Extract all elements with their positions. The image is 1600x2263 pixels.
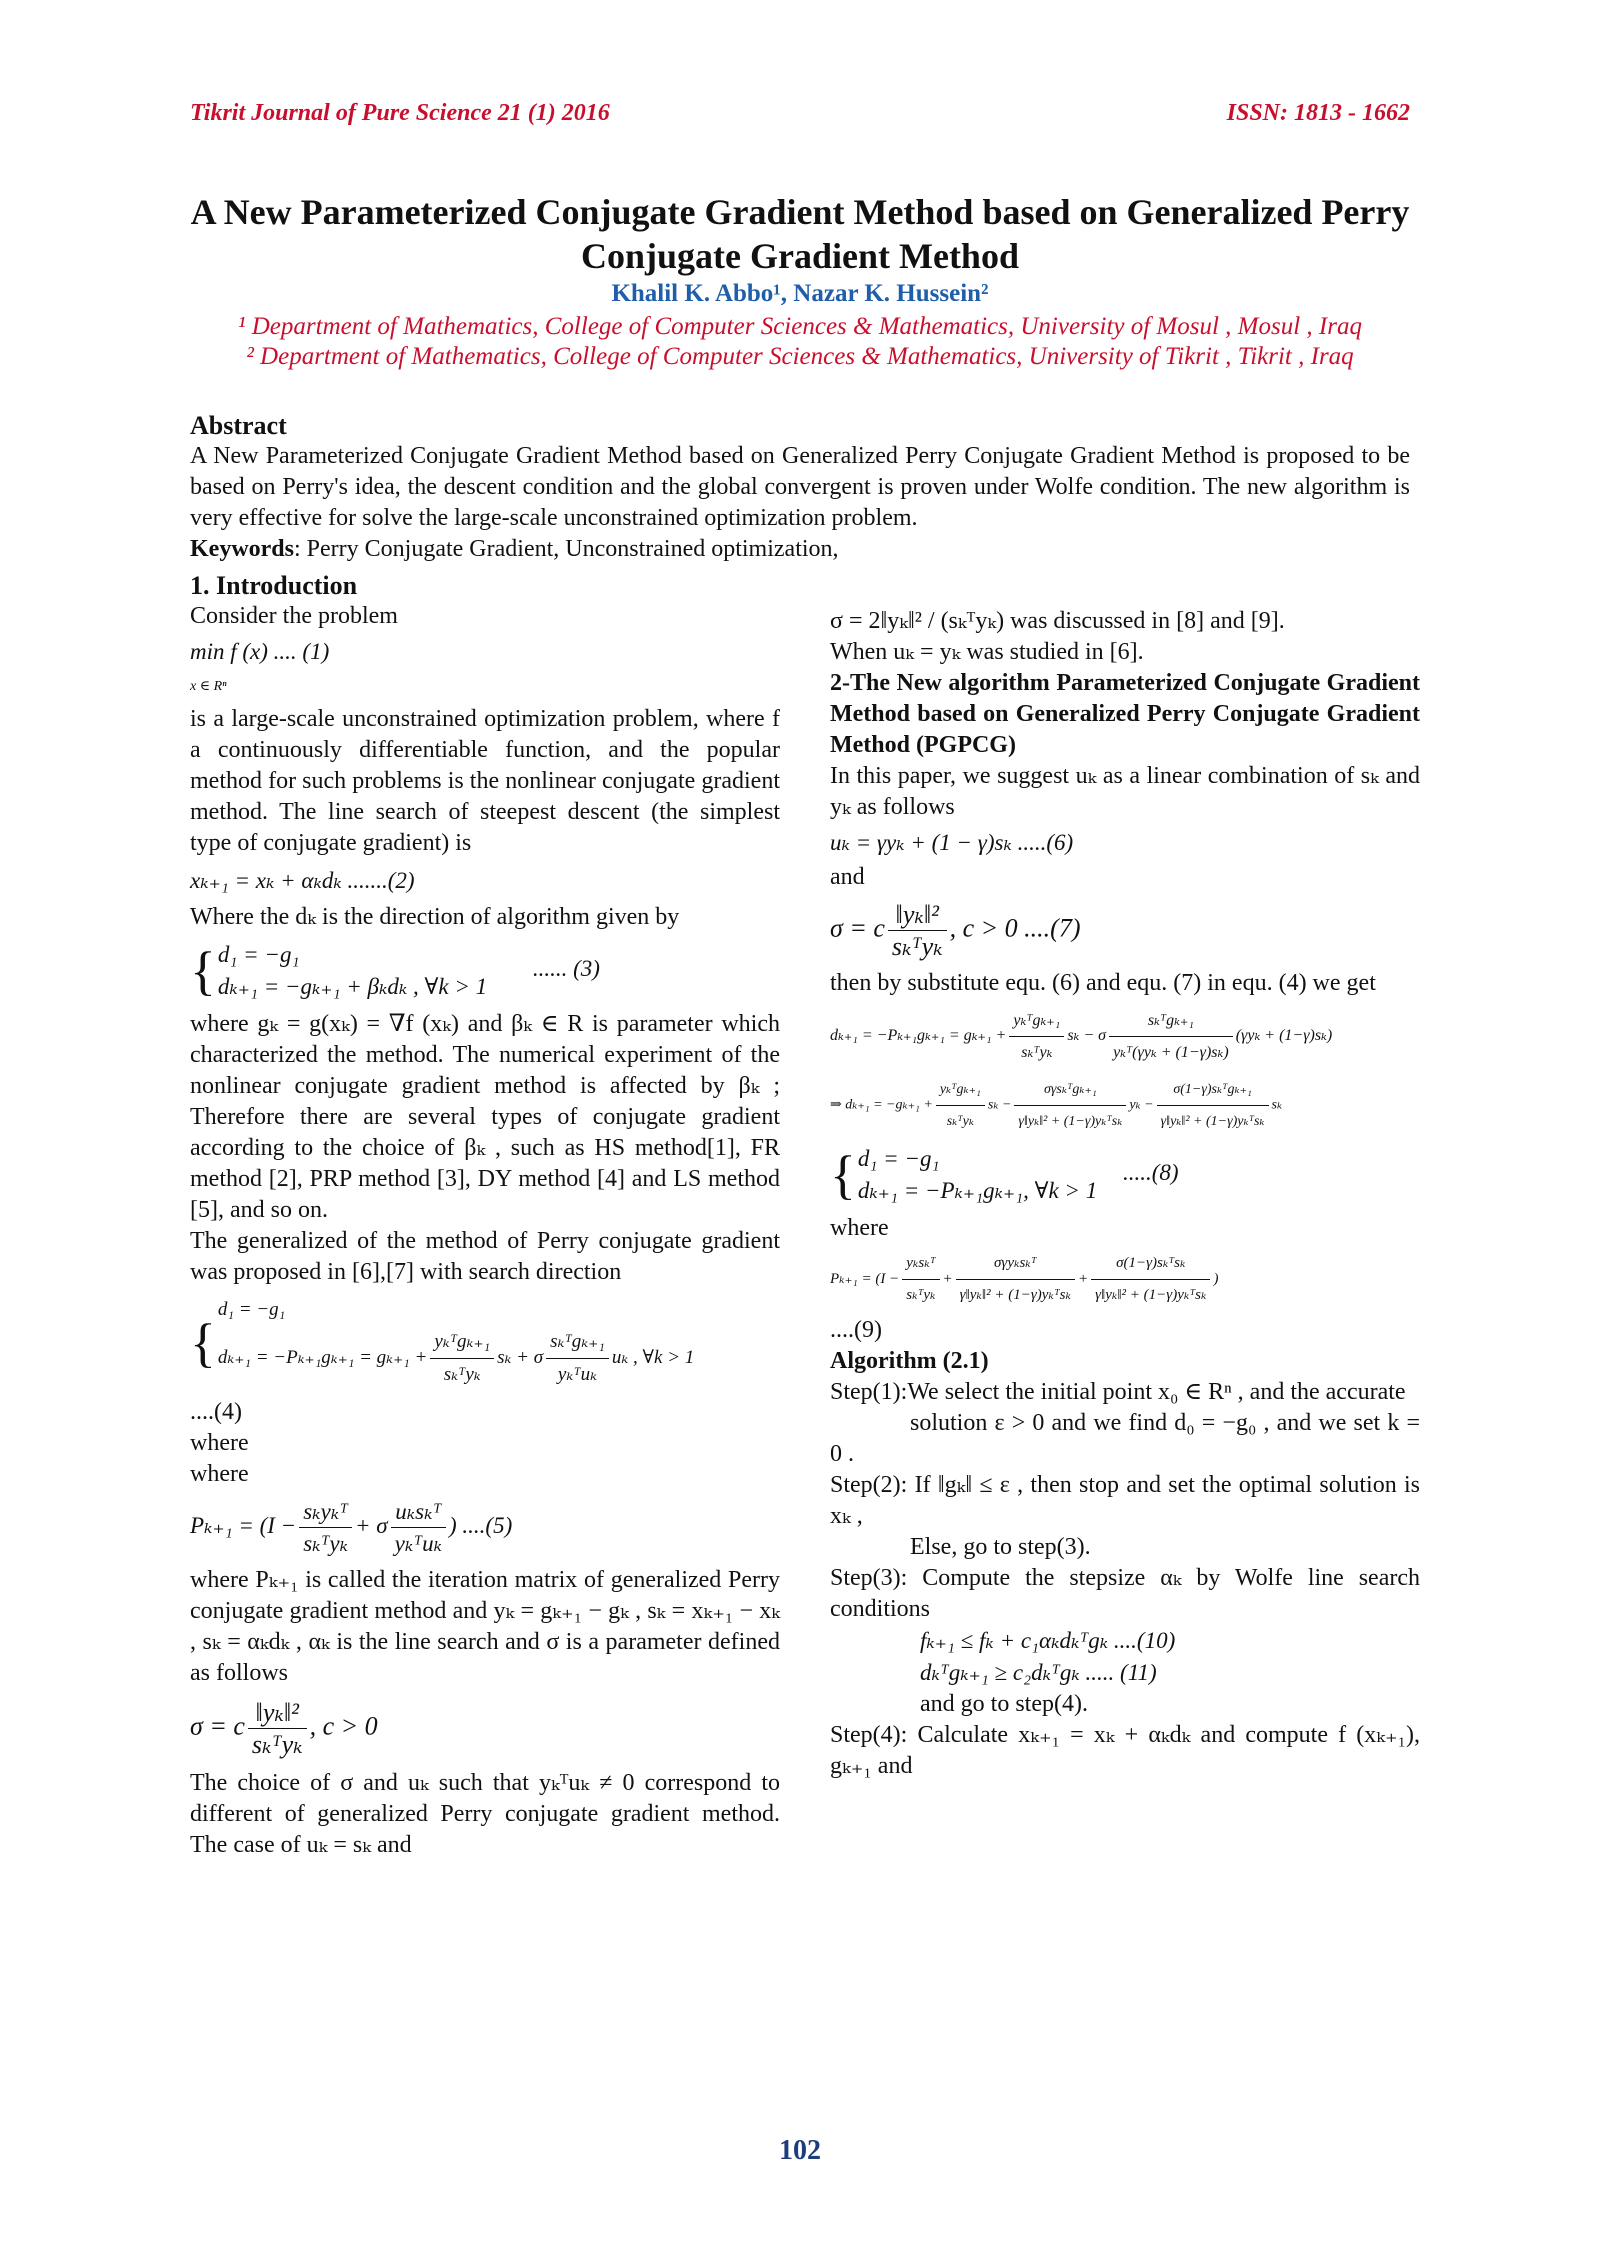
equation-4-suffix: uₖ , ∀k > 1 [611, 1346, 695, 1368]
paper-title: A New Parameterized Conjugate Gradient Method based on Generalized Perry Conjugate Gradient Method [190, 192, 1410, 276]
equation-4-prefix: dₖ₊₁ = −Pₖ₊₁gₖ₊₁ = gₖ₊₁ + [217, 1346, 428, 1368]
equation-3-line-1: d₁ = −g₁ [217, 942, 300, 967]
intro-paragraph-1: is a large-scale unconstrained optimization problem, where f a continuously differentiable function, and the popular method for such problems is the nonlinear conjugate gradient method. The line search of steepest descent (the simplest type of conjugate gradient) is [190, 706, 780, 856]
equation-d-fraction-2 [1109, 1005, 1233, 1068]
equation-9-middle-2: + [1077, 1270, 1089, 1287]
keywords-line [190, 534, 1410, 565]
equation-4-fraction-1-num: yₖᵀgₖ₊₁ [430, 1326, 494, 1359]
equation-ds-fraction-1-den: sₖᵀyₖ [946, 1114, 974, 1129]
equation-ds-fraction-1-num: yₖᵀgₖ₊₁ [936, 1074, 985, 1106]
equation-4 [190, 1294, 780, 1391]
right-paragraph-2: When uₖ = yₖ was studied in [6]. [830, 639, 1144, 665]
equation-4-brace: { [190, 1312, 216, 1373]
equation-9-fraction-2-den: γ‖yₖ‖² + (1−γ)yₖᵀsₖ [959, 1287, 1071, 1303]
equation-2: xₖ₊₁ = xₖ + αₖdₖ .......(2) [190, 868, 415, 893]
equation-d-simplified [830, 1074, 1420, 1137]
equation-3-number: ...... (3) [532, 956, 600, 982]
equation-4-fraction-1 [430, 1326, 494, 1391]
equation-d-fraction-2-den: yₖᵀ(γyₖ + (1−γ)sₖ) [1113, 1044, 1229, 1061]
equation-7-prefix: σ = c [830, 913, 885, 943]
equation-ds-middle-1: sₖ − [987, 1097, 1012, 1113]
equation-8 [830, 1143, 1420, 1207]
equation-4-number: ....(4) [190, 1399, 242, 1425]
equation-9-fraction-1-den: sₖᵀyₖ [906, 1287, 936, 1303]
equation-ds-prefix: ⇒ dₖ₊₁ = −gₖ₊₁ + [830, 1097, 933, 1113]
equation-4-middle: sₖ + σ [497, 1346, 544, 1368]
where-label-2: where [190, 1461, 249, 1487]
right-paragraph-4: then by substitute equ. (6) and equ. (7) in equ. (4) we get [830, 970, 1376, 996]
intro-paragraph-2: Where the dₖ is the direction of algorithm given by [190, 904, 680, 930]
equation-9-fraction-3 [1091, 1248, 1210, 1311]
left-column [190, 570, 780, 1861]
equation-5 [190, 1496, 780, 1559]
right-paragraph-3: In this paper, we suggest uₖ as a linear combination of sₖ and yₖ as follows [830, 763, 1420, 820]
equation-ds-fraction-3-num: σ(1−γ)sₖᵀgₖ₊₁ [1157, 1074, 1269, 1106]
page-number: 102 [779, 2135, 821, 2166]
equation-9-fraction-3-den: γ‖yₖ‖² + (1−γ)yₖᵀsₖ [1095, 1287, 1207, 1303]
equation-5-fraction-1-den: sₖᵀyₖ [303, 1531, 349, 1556]
equation-ds-middle-2: yₖ − [1129, 1097, 1154, 1113]
step-1: Step(1):We select the initial point x₀ ∈ Rⁿ , and the accurate [830, 1379, 1406, 1405]
equation-d-fraction-1 [1009, 1005, 1064, 1068]
equation-d-fraction-2-num: sₖᵀgₖ₊₁ [1109, 1005, 1233, 1037]
where-label-1: where [190, 1430, 249, 1456]
equation-9-fraction-1-num: yₖsₖᵀ [902, 1248, 939, 1280]
algorithm-heading: Algorithm (2.1) [830, 1348, 989, 1374]
equation-6: uₖ = γyₖ + (1 − γ)sₖ .....(6) [830, 830, 1074, 855]
equation-5-middle: + σ [355, 1512, 388, 1538]
abstract-heading: Abstract [190, 411, 287, 440]
intro-paragraph-4: The generalized of the method of Perry conjugate gradient was proposed in [6],[7] with search direction [190, 1228, 780, 1285]
equation-sigma [190, 1697, 780, 1760]
equation-d-fraction-1-num: yₖᵀgₖ₊₁ [1009, 1005, 1064, 1037]
equation-4-fraction-2 [546, 1326, 609, 1391]
equation-d-prefix: dₖ₊₁ = −Pₖ₊₁gₖ₊₁ = gₖ₊₁ + [830, 1027, 1007, 1045]
equation-1-subscript: x ∈ Rⁿ [190, 679, 227, 694]
equation-3-brace: { [190, 941, 216, 1001]
equation-9-number: ....(9) [830, 1317, 882, 1343]
where-label-3: where [830, 1215, 889, 1241]
equation-5-suffix: ) ....(5) [449, 1512, 513, 1538]
step-2-else: Else, go to step(3). [910, 1534, 1091, 1560]
affiliation-2: ² Department of Mathematics, College of Computer Sciences & Mathematics, University of Tikrit , Tikrit , Iraq [246, 343, 1354, 370]
step-3: Step(3): Compute the stepsize αₖ by Wolfe line search conditions [830, 1565, 1420, 1622]
intro-paragraph-3: where gₖ = g(xₖ) = ∇f (xₖ) and βₖ ∈ R is parameter which characterized the method. The numerical experiment of the nonlinear conjugate gradient method is affected by βₖ ; Therefore there are several types of conjugate gradient according to the choice of βₖ , such as HS method[1], FR method [2], PRP method [3], DY method [4] and LS method [5], and so on. [190, 1011, 780, 1223]
equation-1-body: min f (x) .... (1) [190, 639, 330, 664]
equation-8-number: .....(8) [1122, 1160, 1179, 1186]
equation-ds-suffix: sₖ [1271, 1097, 1283, 1113]
equation-7-num: ‖yₖ‖² [888, 899, 947, 931]
equation-9-fraction-2 [956, 1248, 1075, 1311]
equation-9-fraction-1 [902, 1248, 939, 1311]
equation-10: fₖ₊₁ ≤ fₖ + c₁αₖdₖᵀgₖ ....(10) [920, 1628, 1176, 1653]
equation-8-line-1: d₁ = −g₁ [857, 1146, 940, 1171]
authors: Khalil K. Abbo¹, Nazar K. Hussein² [611, 280, 989, 307]
equation-ds-fraction-3 [1157, 1074, 1269, 1137]
equation-ds-fraction-2-den: γ‖yₖ‖² + (1−γ)yₖᵀsₖ [1018, 1114, 1123, 1129]
step-4: Step(4): Calculate xₖ₊₁ = xₖ + αₖdₖ and compute f (xₖ₊₁), gₖ₊₁ and [830, 1722, 1420, 1779]
consider-text: Consider the problem [190, 603, 398, 629]
keywords-label: Keywords [190, 536, 294, 562]
equation-5-fraction-1-num: sₖyₖᵀ [299, 1496, 352, 1528]
equation-1 [190, 636, 780, 702]
and-label: and [830, 864, 865, 890]
right-column [830, 606, 1420, 1782]
equation-5-fraction-2-num: uₖsₖᵀ [391, 1496, 446, 1528]
equation-9-middle-1: + [942, 1270, 953, 1287]
equation-d-suffix: (γyₖ + (1−γ)sₖ) [1235, 1027, 1333, 1045]
equation-8-brace: { [830, 1145, 856, 1205]
equation-sigma-fraction [248, 1697, 307, 1760]
abstract-section [190, 410, 1410, 565]
issn-header: ISSN: 1813 - 1662 [1226, 100, 1410, 126]
equation-4-fraction-1-den: sₖᵀyₖ [443, 1364, 481, 1385]
equation-ds-fraction-2-num: σγsₖᵀgₖ₊₁ [1014, 1074, 1126, 1106]
equation-sigma-suffix: , c > 0 [309, 1711, 378, 1741]
journal-header: Tikrit Journal of Pure Science 21 (1) 2016 [190, 100, 610, 126]
equation-4-fraction-2-den: yₖᵀuₖ [557, 1364, 598, 1385]
abstract-text: A New Parameterized Conjugate Gradient Method based on Generalized Perry Conjugate Gradient Method is proposed to be based on Perry's idea, the descent condition and the global convergent is proven under Wolfe condition. The new algorithm is very effective for solve the large-scale unconstrained optimization problem. [190, 443, 1410, 531]
equation-7 [830, 899, 1420, 962]
equation-4-fraction-2-num: sₖᵀgₖ₊₁ [546, 1326, 609, 1359]
step-1-continued: solution ε > 0 and we find d₀ = −g₀ , and we set k = 0 . [830, 1410, 1420, 1467]
right-paragraph-1: σ = 2‖yₖ‖² / (sₖᵀyₖ) was discussed in [8] and [9]. [830, 608, 1285, 634]
equation-d-expanded [830, 1005, 1420, 1068]
equation-8-line-2: dₖ₊₁ = −Pₖ₊₁gₖ₊₁, ∀k > 1 [857, 1178, 1098, 1203]
step-2: Step(2): If ‖gₖ‖ ≤ ε , then stop and set the optimal solution is xₖ , [830, 1472, 1420, 1529]
equation-4-line-1: d₁ = −g₁ [217, 1299, 286, 1320]
equation-5-fraction-1 [299, 1496, 352, 1559]
equation-9-fraction-3-num: σ(1−γ)sₖᵀsₖ [1091, 1248, 1210, 1280]
equation-3-line-2: dₖ₊₁ = −gₖ₊₁ + βₖdₖ , ∀k > 1 [217, 974, 488, 999]
equation-ds-fraction-1 [936, 1074, 985, 1137]
equation-sigma-num: ‖yₖ‖² [248, 1697, 307, 1729]
section-2-heading: 2-The New algorithm Parameterized Conjugate Gradient Method based on Generalized Perry Conjugate Gradient Method (PGPCG) [830, 670, 1420, 758]
equation-3 [190, 939, 780, 1003]
keywords-text: : Perry Conjugate Gradient, Unconstrained optimization, [294, 536, 839, 562]
equation-5-fraction-2-den: yₖᵀuₖ [394, 1531, 443, 1556]
equation-11: dₖᵀgₖ₊₁ ≥ c₂dₖᵀgₖ ..... (11) [920, 1660, 1157, 1685]
equation-sigma-den: sₖᵀyₖ [251, 1730, 303, 1759]
equation-sigma-prefix: σ = c [190, 1711, 245, 1741]
equation-d-middle: sₖ − σ [1067, 1027, 1107, 1045]
equation-9-prefix: Pₖ₊₁ = (I − [830, 1270, 900, 1287]
equation-9-fraction-2-num: σγyₖsₖᵀ [956, 1248, 1075, 1280]
equation-9 [830, 1248, 1420, 1311]
equation-d-fraction-1-den: sₖᵀyₖ [1021, 1044, 1053, 1061]
affiliation-1: ¹ Department of Mathematics, College of Computer Sciences & Mathematics, University of Mosul , Mosul , Iraq [238, 313, 1362, 340]
equation-7-den: sₖᵀyₖ [891, 932, 943, 961]
equation-9-suffix: ) [1213, 1270, 1219, 1287]
step-3-continued: and go to step(4). [920, 1691, 1088, 1717]
intro-paragraph-6: The choice of σ and uₖ such that yₖᵀuₖ ≠ 0 correspond to different of generalized Perry conjugate gradient method. The case of uₖ = sₖ and [190, 1770, 780, 1858]
equation-7-fraction [888, 899, 947, 962]
intro-paragraph-5: where Pₖ₊₁ is called the iteration matrix of generalized Perry conjugate gradient method and yₖ = gₖ₊₁ − gₖ , sₖ = xₖ₊₁ − xₖ , sₖ = αₖdₖ , αₖ is the line search and σ is a parameter defined as follows [190, 1567, 780, 1686]
equation-5-fraction-2 [391, 1496, 446, 1559]
equation-ds-fraction-3-den: γ‖yₖ‖² + (1−γ)yₖᵀsₖ [1160, 1114, 1265, 1129]
equation-5-prefix: Pₖ₊₁ = (I − [190, 1512, 297, 1538]
equation-7-suffix: , c > 0 ....(7) [949, 913, 1081, 943]
intro-heading: 1. Introduction [190, 571, 358, 600]
equation-ds-fraction-2 [1014, 1074, 1126, 1137]
